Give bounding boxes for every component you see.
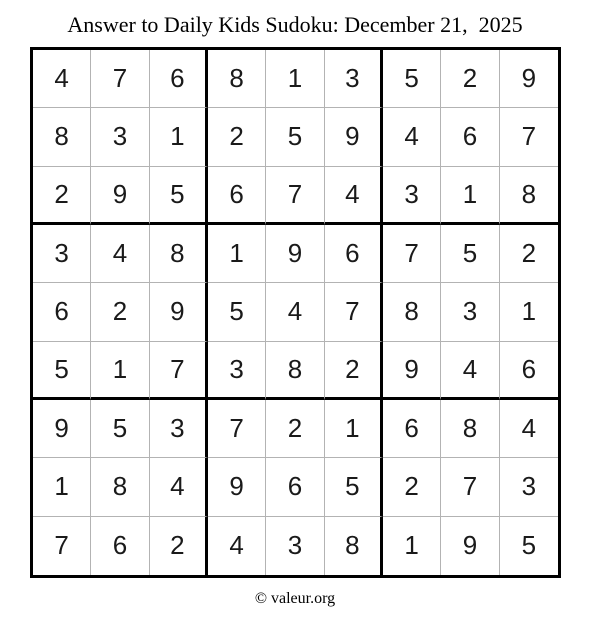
sudoku-cell-r3-c5: 7 xyxy=(266,167,324,225)
sudoku-cell-r3-c9: 8 xyxy=(500,167,558,225)
sudoku-cell-r2-c9: 7 xyxy=(500,108,558,166)
sudoku-cell-r8-c1: 1 xyxy=(33,458,91,516)
sudoku-cell-r1-c4: 8 xyxy=(208,50,266,108)
sudoku-cell-r8-c5: 6 xyxy=(266,458,324,516)
sudoku-cell-r5-c1: 6 xyxy=(33,283,91,341)
sudoku-cell-r7-c8: 8 xyxy=(441,400,499,458)
sudoku-cell-r9-c3: 2 xyxy=(150,517,208,575)
sudoku-cell-r7-c3: 3 xyxy=(150,400,208,458)
sudoku-cell-r2-c8: 6 xyxy=(441,108,499,166)
sudoku-cell-r5-c8: 3 xyxy=(441,283,499,341)
sudoku-cell-r5-c5: 4 xyxy=(266,283,324,341)
sudoku-cell-r5-c3: 9 xyxy=(150,283,208,341)
sudoku-cell-r1-c5: 1 xyxy=(266,50,324,108)
sudoku-cell-r1-c8: 2 xyxy=(441,50,499,108)
sudoku-cell-r6-c7: 9 xyxy=(383,342,441,400)
sudoku-cell-r5-c6: 7 xyxy=(325,283,383,341)
sudoku-cell-r8-c4: 9 xyxy=(208,458,266,516)
sudoku-cell-r9-c9: 5 xyxy=(521,530,537,561)
sudoku-cell-r9-c8: 9 xyxy=(441,517,499,575)
sudoku-cell-r4-c2: 4 xyxy=(91,225,149,283)
sudoku-cell-r9-c2: 6 xyxy=(91,517,149,575)
sudoku-cell-r4-c9: 2 xyxy=(500,225,558,283)
sudoku-cell-r2-c1: 8 xyxy=(33,108,91,166)
sudoku-cell-r2-c7: 4 xyxy=(383,108,441,166)
sudoku-cell-r8-c3: 4 xyxy=(150,458,208,516)
sudoku-cell-r7-c2: 5 xyxy=(91,400,149,458)
sudoku-cell-r5-c9: 1 xyxy=(500,283,558,341)
sudoku-cell-r3-c4: 6 xyxy=(208,167,266,225)
sudoku-cell-r2-c3: 1 xyxy=(150,108,208,166)
sudoku-cell-r6-c9: 6 xyxy=(500,342,558,400)
sudoku-cell-r1-c9: 9 xyxy=(500,50,558,108)
sudoku-cell-r7-c7: 6 xyxy=(383,400,441,458)
sudoku-cell-r3-c8: 1 xyxy=(441,167,499,225)
sudoku-cell-r1-c3: 6 xyxy=(150,50,208,108)
sudoku-cell-r9-c6: 8 xyxy=(325,517,383,575)
sudoku-cell-r4-c6: 6 xyxy=(325,225,383,283)
sudoku-cell-r4-c1: 3 xyxy=(33,225,91,283)
sudoku-cell-r8-c6: 5 xyxy=(325,458,383,516)
sudoku-cell-r6-c1: 5 xyxy=(33,342,91,400)
sudoku-cell-r5-c2: 2 xyxy=(91,283,149,341)
sudoku-cell-r9-c1: 7 xyxy=(33,517,91,575)
sudoku-cell-r9-c4: 4 xyxy=(208,517,266,575)
sudoku-cell-r2-c5: 5 xyxy=(266,108,324,166)
sudoku-cell-r7-c1: 9 xyxy=(33,400,91,458)
sudoku-cell-r6-c2: 1 xyxy=(91,342,149,400)
sudoku-cell-r6-c5: 8 xyxy=(266,342,324,400)
sudoku-cell-r8-c7: 2 xyxy=(383,458,441,516)
sudoku-cell-r2-c6: 9 xyxy=(325,108,383,166)
sudoku-cell-r8-c2: 8 xyxy=(91,458,149,516)
sudoku-cell-r3-c3: 5 xyxy=(150,167,208,225)
sudoku-cell-r4-c3: 8 xyxy=(150,225,208,283)
sudoku-cell-r8-c8: 7 xyxy=(441,458,499,516)
sudoku-cell-r4-c4: 1 xyxy=(208,225,266,283)
page-title: Answer to Daily Kids Sudoku: December 21, 2025 xyxy=(67,12,523,37)
sudoku-cell-r1-c7: 5 xyxy=(383,50,441,108)
sudoku-cell-r3-c2: 9 xyxy=(91,167,149,225)
copyright-footer: © valeur.org xyxy=(254,590,336,607)
sudoku-cell-r7-c4: 7 xyxy=(208,400,266,458)
sudoku-cell-r2-c2: 3 xyxy=(91,108,149,166)
sudoku-cell-r4-c8: 5 xyxy=(441,225,499,283)
sudoku-cell-r2-c4: 2 xyxy=(208,108,266,166)
sudoku-cell-r1-c2: 7 xyxy=(91,50,149,108)
sudoku-cell-r5-c7: 8 xyxy=(383,283,441,341)
sudoku-cell-r1-c1: 4 xyxy=(33,50,91,108)
sudoku-cell-r4-c5: 9 xyxy=(266,225,324,283)
sudoku-cell-r3-c1: 2 xyxy=(33,167,91,225)
sudoku-cell-r7-c9: 4 xyxy=(500,400,558,458)
sudoku-cell-r5-c4: 5 xyxy=(208,283,266,341)
sudoku-cell-r6-c6: 2 xyxy=(325,342,383,400)
sudoku-cell-r3-c7: 3 xyxy=(383,167,441,225)
sudoku-cell-r9-c7: 1 xyxy=(383,517,441,575)
sudoku-cell-r7-c6: 1 xyxy=(325,400,383,458)
sudoku-cell-r7-c5: 2 xyxy=(266,400,324,458)
sudoku-cell-r9-c5: 3 xyxy=(266,517,324,575)
sudoku-cell-r6-c8: 4 xyxy=(441,342,499,400)
sudoku-board xyxy=(30,47,561,578)
sudoku-cell-r3-c6: 4 xyxy=(325,167,383,225)
sudoku-cell-r4-c7: 7 xyxy=(383,225,441,283)
sudoku-cell-r6-c4: 3 xyxy=(208,342,266,400)
sudoku-cell-r6-c3: 7 xyxy=(150,342,208,400)
sudoku-cell-r8-c9: 3 xyxy=(500,458,558,516)
sudoku-cell-r1-c6: 3 xyxy=(325,50,383,108)
